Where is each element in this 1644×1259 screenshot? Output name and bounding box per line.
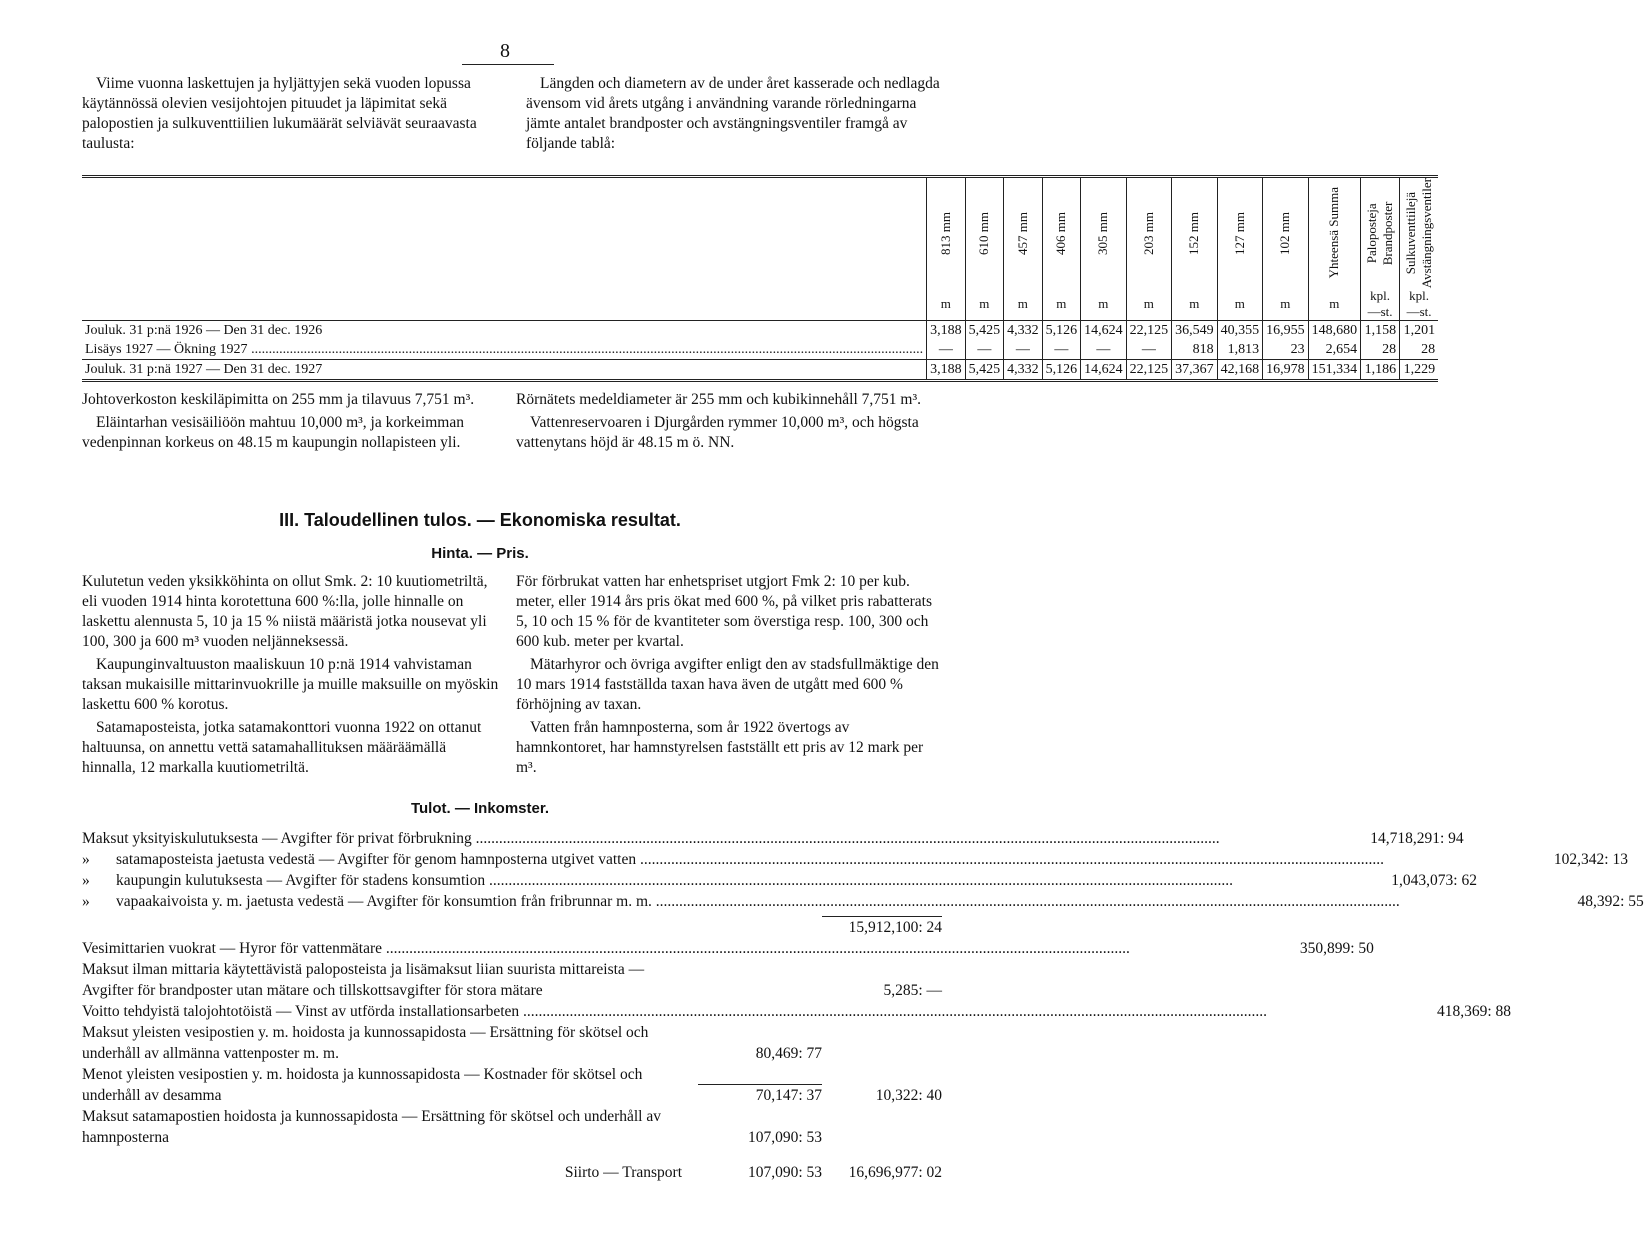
table-row [82,360,1438,381]
table-row [82,321,1438,341]
transport-amount-2: 16,696,977: 02 [848,1164,942,1181]
prices-fi [82,572,500,781]
page-number: 8 [500,40,510,62]
intro-sv [526,74,942,157]
income-list [82,828,1644,1183]
col-header-ventiler: Sulkuventtiilejä Avstängningsventiler [1400,177,1439,289]
income-amount: 80,469: 77 [755,1045,822,1062]
unit-cell: m [1263,288,1309,321]
col-header-610: 610 mm [965,177,1004,289]
table-cell: 1,229 [1400,360,1439,381]
income-row [82,1064,942,1106]
table-cell: 1,186 [1361,360,1400,381]
income-desc: » satamaposteista jaetusta vedestä — Avgifter för genom hamnposterna utgivet vatten ..... [82,849,1384,870]
table-cell: 16,955 [1263,321,1309,341]
table-cell: — [1126,340,1172,360]
col-header-305: 305 mm [1081,177,1127,289]
table-cell: — [965,340,1004,360]
ditto-mark: » [82,872,90,889]
col-header-summa: Yhteensä Summa [1308,177,1361,289]
row-label: Jouluk. 31 p:nä 1927 — Den 31 dec. 1927 [82,360,927,381]
transport-row [82,1162,942,1183]
diameter-fi-2: Eläintarhan vesisäiliöön mahtuu 10,000 m³, ja korkeimman vedenpinnan korkeus on 48.15 m kaupungin nollapisteen yli. [82,414,464,451]
col-header-brandposter: Paloposteja Brandposter [1361,177,1400,289]
table-cell: 28 [1361,340,1400,360]
income-desc: Vesimittarien vuokrat — Hyror för vattenmätare ..... [82,938,1130,959]
table-cell: — [1004,340,1043,360]
table-cell: 16,978 [1263,360,1309,381]
unit-cell: kpl.—st. [1400,288,1439,321]
table-cell: 1,158 [1361,321,1400,341]
diameter-fi-1: Johtoverkoston keskiläpimitta on 255 mm ja tilavuus 7,751 m³. [82,391,475,408]
intro-sv-text: Längden och diametern av de under året kasserade och nedlagda ävensom vid årets utgång i användning varande rörledningarna jämte antalet brandposter och avstängningsventiler framgå av följande tablå: [526,75,940,152]
income-row [82,870,1477,891]
prices-sv-3: Vatten från hamnposterna, som år 1922 övertogs av hamnkontoret, har hamnstyrelsen fastställt ett pris av 12 mark per m³. [516,719,924,776]
income-desc: Menot yleisten vesipostien y. m. hoidosta ja kunnossapidosta — Kostnader för skötsel och underhåll av desamma [82,1066,643,1104]
income-amount: 5,285: — [883,982,942,999]
income-net: 10,322: 40 [875,1087,942,1104]
table-cell: 40,355 [1217,321,1263,341]
table-cell: 5,425 [965,360,1004,381]
col-header-102: 102 mm [1263,177,1309,289]
ditto-mark: » [82,893,90,910]
table-cell: 5,126 [1042,321,1081,341]
table-cell: 14,624 [1081,360,1127,381]
intro-fi [82,74,500,157]
col-header-406: 406 mm [1042,177,1081,289]
col-header-457: 457 mm [1004,177,1043,289]
table-cell: 14,624 [1081,321,1127,341]
prices-fi-2: Kaupunginvaltuuston maaliskuun 10 p:nä 1914 vahvistaman taksan mukaisille mittarinvuokrille ja muille maksuille on myöskin laskettu 600 % korotus. [82,656,499,713]
ditto-mark: » [82,851,90,868]
diameter-sv [516,390,942,456]
income-subtotal: 15,912,100: 24 [822,916,942,938]
income-row [82,828,1464,849]
unit-cell: m [1172,288,1218,321]
income-row [82,938,1374,959]
diameter-sv-2: Vattenreservoaren i Djurgården rymmer 10,000 m³, och högsta vattenytans höjd är 48.15 m ö. NN. [516,414,919,451]
table-cell: — [1042,340,1081,360]
intro-fi-text: Viime vuonna laskettujen ja hyljättyjen sekä vuoden lopussa käytännössä olevien vesijohtojen pituudet ja läpimitat sekä palopostien ja sulkuventtiilien lukumäärät selviävät seuraavasta taulusta: [82,75,477,152]
income-amount: 418,369: 88 [1436,1003,1512,1020]
income-amount: 70,147: 37 [698,1084,822,1106]
table-cell: 28 [1400,340,1439,360]
unit-cell: m [965,288,1004,321]
table-cell: 22,125 [1126,321,1172,341]
col-header-127: 127 mm [1217,177,1263,289]
unit-cell: kpl.—st. [1361,288,1400,321]
table-cell: 36,549 [1172,321,1218,341]
row-label: Lisäys 1927 — Ökning 1927 ..... [82,340,927,360]
income-subtotal-row [82,916,942,938]
pipe-statistics-table [82,175,1438,382]
table-cell: — [927,340,966,360]
table-cell: 5,425 [965,321,1004,341]
diameter-sv-1: Rörnätets medeldiameter är 255 mm och kubikinnehåll 7,751 m³. [516,391,921,408]
col-header-152: 152 mm [1172,177,1218,289]
income-desc: Maksut ilman mittaria käytettävistä paloposteista ja lisämaksut liian suurista mittareista — Avgifter för brandposter utan mätare och tillskottsavgifter för stora mätare [82,961,645,999]
table-cell: — [1081,340,1127,360]
income-desc: Maksut yksityiskulutuksesta — Avgifter för privat förbrukning ..... [82,828,1220,849]
table-cell: 22,125 [1126,360,1172,381]
income-amount: 107,090: 53 [747,1129,822,1146]
table-cell: 148,680 [1308,321,1361,341]
income-row [82,1022,942,1064]
table-row [82,340,1438,360]
col-header-813: 813 mm [927,177,966,289]
table-cell: 1,813 [1217,340,1263,360]
unit-blank [82,288,927,321]
prices-sv [516,572,942,781]
income-row [82,959,942,1001]
prices-sv-1: För förbrukat vatten har enhetspriset utgjort Fmk 2: 10 per kub. meter, eller 1914 års pris ökat med 600 %, på vilket pris rabatterats 5, 10 och 15 % för de kvantiteter som överstiga resp. 100, 300 och 600 kub. meter per kvartal. [516,573,933,650]
unit-cell: m [1004,288,1043,321]
income-amount: 1,043,073: 62 [1391,872,1477,889]
transport-label: Siirto — Transport [564,1164,682,1181]
income-desc: Maksut satamapostien hoidosta ja kunnossapidosta — Ersättning för skötsel och underhåll av hamnposterna [82,1108,661,1146]
income-desc: Voitto tehdyistä talojohtotöistä — Vinst av utförda installationsarbeten ..... [82,1001,1267,1022]
table-cell: 5,126 [1042,360,1081,381]
table-cell: 2,654 [1308,340,1361,360]
income-title: Tulot. — Inkomster. [410,800,550,817]
page-number-rule [462,64,554,65]
prices-sv-2: Mätarhyror och övriga avgifter enligt den av stadsfullmäktige den 10 mars 1914 fastställda taxan hava även de utgått med 600 % förhöjning av taxan. [516,656,939,713]
table-cell: 37,367 [1172,360,1218,381]
income-row [82,1106,942,1148]
unit-cell: m [1217,288,1263,321]
income-amount: 48,392: 55 [1577,893,1644,910]
income-desc: » vapaakaivoista y. m. jaetusta vedestä — Avgifter för konsumtion från fribrunnar m. m. ..... [82,891,1400,912]
prices-fi-3: Satamaposteista, jotka satamakonttori vuonna 1922 on ottanut haltuunsa, on annettu vettä satamahallituksen määräämällä hinnalla, 12 markalla kuutiometriltä. [82,719,482,776]
table-cell: 818 [1172,340,1218,360]
income-desc: » kaupungin kulutuksesta — Avgifter för stadens konsumtion ..... [82,870,1233,891]
income-row [82,1001,1512,1022]
income-amount: 102,342: 13 [1553,851,1628,868]
table-cell: 151,334 [1308,360,1361,381]
income-row [82,891,1644,912]
table-cell: 42,168 [1217,360,1263,381]
prices-title: Hinta. — Pris. [431,545,529,562]
table-cell: 4,332 [1004,321,1043,341]
unit-cell: m [1126,288,1172,321]
prices-fi-1: Kulutetun veden yksikköhinta on ollut Smk. 2: 10 kuutiometriltä, eli vuoden 1914 hinta korotettuna 600 %:lla, jolle hinnalle on laskettu alennusta 5, 10 ja 15 % niistä määristä jotka nousevat yli 100, 300 ja 600 m³ vuoden neljänneksessä. [82,573,488,650]
table-cell: 4,332 [1004,360,1043,381]
income-desc: Maksut yleisten vesipostien y. m. hoidosta ja kunnossapidosta — Ersättning för skötsel och underhåll av allmänna vattenposter m. m. [82,1024,649,1062]
table-cell: 1,201 [1400,321,1439,341]
table-corner [82,177,927,289]
unit-cell: m [1081,288,1127,321]
unit-cell: m [1042,288,1081,321]
transport-amount-1: 107,090: 53 [747,1164,822,1181]
diameter-fi [82,390,500,456]
income-amount: 14,718,291: 94 [1370,830,1464,847]
section-title: III. Taloudellinen tulos. — Ekonomiska resultat. [279,510,681,530]
income-row [82,849,1628,870]
table-cell: 23 [1263,340,1309,360]
table-cell: 3,188 [927,360,966,381]
table-cell: 3,188 [927,321,966,341]
unit-cell: m [927,288,966,321]
income-amount: 350,899: 50 [1299,940,1374,957]
col-header-203: 203 mm [1126,177,1172,289]
unit-cell: m [1308,288,1361,321]
row-label: Jouluk. 31 p:nä 1926 — Den 31 dec. 1926 [85,322,323,338]
